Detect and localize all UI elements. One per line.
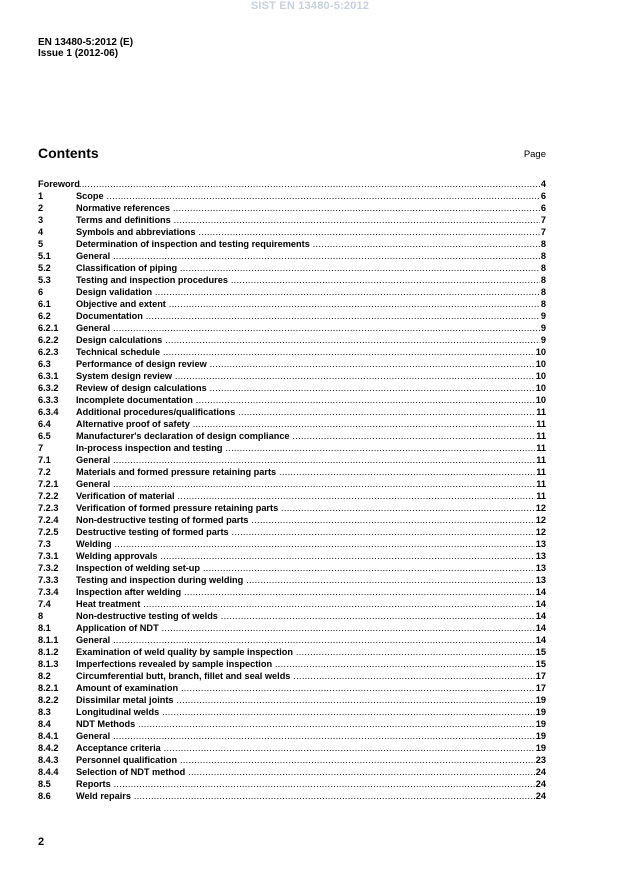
toc-entry-title: In-process inspection and testing ..... bbox=[76, 443, 535, 454]
toc-entry-page: 7 bbox=[540, 227, 546, 237]
toc-entry-page: 19 bbox=[535, 731, 546, 741]
toc-entry[interactable] bbox=[38, 730, 546, 742]
toc-entry[interactable] bbox=[38, 406, 546, 418]
toc-entry-page: 8 bbox=[540, 299, 546, 309]
toc-entry-page: 15 bbox=[535, 647, 546, 657]
toc-entry-number: 7.2.3 bbox=[38, 503, 59, 513]
toc-entry[interactable] bbox=[38, 658, 546, 670]
toc-entry-page: 7 bbox=[540, 215, 546, 225]
toc-entry-number: 6.2.2 bbox=[38, 335, 59, 345]
toc-entry-number: 7.2.1 bbox=[38, 479, 59, 489]
toc-entry-number: 7.2 bbox=[38, 467, 51, 477]
toc-entry[interactable] bbox=[38, 562, 546, 574]
toc-entry-number: 8.1 bbox=[38, 623, 51, 633]
toc-entry[interactable] bbox=[38, 310, 546, 322]
toc-entry-number: 6.2.1 bbox=[38, 323, 59, 333]
toc-entry[interactable] bbox=[38, 442, 546, 454]
toc-entry-page: 8 bbox=[540, 263, 546, 273]
toc-entry-number: 2 bbox=[38, 203, 44, 213]
toc-entry-page: 9 bbox=[540, 323, 546, 333]
toc-entry-page: 11 bbox=[536, 467, 546, 477]
toc-entry-title: Dissimilar metal joints ..... bbox=[76, 695, 535, 706]
toc-entry-title: Testing and inspection procedures ..... bbox=[76, 275, 540, 286]
toc-entry-page: 17 bbox=[535, 671, 546, 681]
toc-entry[interactable] bbox=[38, 358, 546, 370]
toc-entry-number: 6.3.2 bbox=[38, 383, 59, 393]
toc-entry-number: 6.2 bbox=[38, 311, 51, 321]
toc-entry-number: 6.3.4 bbox=[38, 407, 59, 417]
toc-entry-number: 7.3.3 bbox=[38, 575, 59, 585]
toc-entry-number: 7.1 bbox=[38, 455, 51, 465]
toc-entry-number: 7.3.1 bbox=[38, 551, 59, 561]
toc-entry-page: 10 bbox=[535, 395, 546, 405]
toc-entry[interactable] bbox=[38, 466, 546, 478]
issue-label: Issue 1 (2012-06) bbox=[38, 48, 119, 59]
toc-entry[interactable] bbox=[38, 346, 546, 358]
toc-entry[interactable] bbox=[38, 478, 546, 490]
toc-entry-page: 13 bbox=[535, 539, 546, 549]
toc-entry-number: 7.2.2 bbox=[38, 491, 59, 501]
toc-entry-title: Personnel qualification ..... bbox=[76, 755, 535, 766]
toc-entry-title: Examination of weld quality by sample inspection ..... bbox=[76, 647, 535, 658]
toc-entry-number: 8.1.2 bbox=[38, 647, 59, 657]
toc-entry[interactable] bbox=[38, 382, 546, 394]
toc-entry-title: System design review ..... bbox=[76, 371, 535, 382]
toc-entry-number: 8.5 bbox=[38, 779, 51, 789]
toc-entry-page: 11 bbox=[536, 407, 546, 417]
toc-entry-title: Amount of examination ..... bbox=[76, 683, 535, 694]
toc-entry-page: 8 bbox=[540, 239, 546, 249]
toc-entry-page: 9 bbox=[540, 311, 546, 321]
toc-entry-title: Weld repairs ..... bbox=[76, 791, 535, 802]
toc-entry-page: 11 bbox=[536, 455, 546, 465]
toc-entry-title: Design validation ..... bbox=[76, 287, 540, 298]
contents-heading: Contents bbox=[38, 145, 99, 161]
toc-entry-page: 8 bbox=[540, 275, 546, 285]
toc-entry-title: Inspection of welding set-up ..... bbox=[76, 563, 535, 574]
toc-entry-page: 12 bbox=[535, 503, 546, 513]
toc-entry-page: 14 bbox=[535, 611, 546, 621]
toc-entry-page: 11 bbox=[536, 431, 546, 441]
toc-entry-number: 8.2 bbox=[38, 671, 51, 681]
toc-entry-number: 4 bbox=[38, 227, 44, 237]
toc-entry[interactable] bbox=[38, 202, 546, 214]
toc-entry-number: 7.3.2 bbox=[38, 563, 59, 573]
toc-entry[interactable] bbox=[38, 502, 546, 514]
toc-entry-page: 19 bbox=[535, 719, 546, 729]
toc-entry-page: 13 bbox=[535, 563, 546, 573]
toc-entry[interactable] bbox=[38, 694, 546, 706]
toc-entry[interactable] bbox=[38, 430, 546, 442]
toc-entry[interactable] bbox=[38, 670, 546, 682]
toc-entry[interactable] bbox=[38, 238, 546, 250]
watermark: SIST EN 13480-5:2012 bbox=[250, 0, 370, 12]
toc-entry-title: General ..... bbox=[76, 455, 535, 466]
toc-entry-title: Imperfections revealed by sample inspection ..... bbox=[76, 659, 535, 670]
toc-entry-title: NDT Methods ..... bbox=[76, 719, 535, 730]
toc-entry-number: 6.3.3 bbox=[38, 395, 59, 405]
toc-entry[interactable] bbox=[38, 178, 546, 190]
table-of-contents bbox=[38, 178, 546, 802]
toc-entry[interactable] bbox=[38, 454, 546, 466]
toc-entry-number: 8.2.1 bbox=[38, 683, 59, 693]
toc-entry-title: Heat treatment ..... bbox=[76, 599, 535, 610]
toc-entry-title: General ..... bbox=[76, 479, 535, 490]
toc-entry-page: 14 bbox=[535, 599, 546, 609]
toc-entry-number: 6 bbox=[38, 287, 44, 297]
toc-entry-title bbox=[76, 179, 540, 190]
toc-entry[interactable] bbox=[38, 322, 546, 334]
toc-entry-title: Documentation ..... bbox=[76, 311, 540, 322]
toc-entry-title: Circumferential butt, branch, fillet and seal welds ..... bbox=[76, 671, 535, 682]
toc-entry-page: 11 bbox=[536, 419, 546, 429]
toc-entry[interactable] bbox=[38, 646, 546, 658]
toc-entry-title: Testing and inspection during welding ..... bbox=[76, 575, 535, 586]
toc-entry-page: 10 bbox=[535, 347, 546, 357]
page-column-label: Page bbox=[523, 149, 546, 160]
toc-entry-title: Verification of formed pressure retaining parts ..... bbox=[76, 503, 535, 514]
toc-entry-title: Welding ..... bbox=[76, 539, 535, 550]
toc-entry-page: 24 bbox=[535, 779, 546, 789]
toc-entry[interactable] bbox=[38, 622, 546, 634]
toc-entry-title: Technical schedule ..... bbox=[76, 347, 535, 358]
toc-entry[interactable] bbox=[38, 298, 546, 310]
toc-entry-number: 8.4 bbox=[38, 719, 51, 729]
toc-entry-number: 7.2.4 bbox=[38, 515, 59, 525]
toc-entry-page: 10 bbox=[535, 371, 546, 381]
toc-entry[interactable] bbox=[38, 286, 546, 298]
toc-entry-number: 5.1 bbox=[38, 251, 51, 261]
toc-entry-title: Manufacturer's declaration of design compliance ..... bbox=[76, 431, 535, 442]
toc-entry-page: 13 bbox=[535, 575, 546, 585]
toc-entry[interactable] bbox=[38, 526, 546, 538]
toc-entry-title: Verification of material ..... bbox=[76, 491, 535, 502]
toc-entry-page: 10 bbox=[535, 359, 546, 369]
toc-entry[interactable] bbox=[38, 634, 546, 646]
toc-entry-title: Acceptance criteria ..... bbox=[76, 743, 535, 754]
toc-entry-page: 11 bbox=[536, 479, 546, 489]
toc-entry-page: 6 bbox=[540, 203, 546, 213]
toc-entry-number: 5.2 bbox=[38, 263, 51, 273]
toc-entry-title: Symbols and abbreviations ..... bbox=[76, 227, 540, 238]
toc-entry[interactable] bbox=[38, 598, 546, 610]
toc-entry-page: 11 bbox=[536, 443, 546, 453]
toc-entry-title: Destructive testing of formed parts ..... bbox=[76, 527, 535, 538]
toc-entry-page: 10 bbox=[535, 383, 546, 393]
toc-entry-title: Reports ..... bbox=[76, 779, 535, 790]
toc-entry-page: 8 bbox=[540, 251, 546, 261]
toc-entry-page: 4 bbox=[540, 179, 546, 189]
toc-entry-number: 6.2.3 bbox=[38, 347, 59, 357]
toc-entry-page: 11 bbox=[536, 491, 546, 501]
toc-entry-number: 8.2.2 bbox=[38, 695, 59, 705]
toc-entry-title: Application of NDT ..... bbox=[76, 623, 535, 634]
toc-entry[interactable] bbox=[38, 262, 546, 274]
toc-entry[interactable] bbox=[38, 586, 546, 598]
toc-entry-page: 14 bbox=[535, 623, 546, 633]
toc-entry-title: General ..... bbox=[76, 251, 540, 262]
toc-entry-page: 12 bbox=[535, 527, 546, 537]
toc-entry-title: Terms and definitions ..... bbox=[76, 215, 540, 226]
toc-entry-page: 24 bbox=[535, 767, 546, 777]
toc-entry-page: 14 bbox=[535, 587, 546, 597]
toc-entry-title: General ..... bbox=[76, 323, 540, 334]
toc-entry-title: Non-destructive testing of formed parts ..... bbox=[76, 515, 535, 526]
toc-entry-title: Normative references ..... bbox=[76, 203, 540, 214]
toc-entry-title: Review of design calculations ..... bbox=[76, 383, 535, 394]
toc-entry[interactable] bbox=[38, 514, 546, 526]
toc-entry[interactable] bbox=[38, 754, 546, 766]
toc-entry-title: Determination of inspection and testing requirements ..... bbox=[76, 239, 540, 250]
toc-entry-number: 6.1 bbox=[38, 299, 51, 309]
toc-entry[interactable] bbox=[38, 214, 546, 226]
toc-entry-page: 15 bbox=[535, 659, 546, 669]
toc-entry[interactable] bbox=[38, 574, 546, 586]
standard-number: EN 13480-5:2012 (E) bbox=[38, 37, 134, 48]
toc-entry[interactable] bbox=[38, 334, 546, 346]
toc-entry-number: 7.3 bbox=[38, 539, 51, 549]
toc-entry-number: 5 bbox=[38, 239, 44, 249]
toc-entry-title: Longitudinal welds ..... bbox=[76, 707, 535, 718]
toc-entry-number: 8.6 bbox=[38, 791, 51, 801]
toc-entry[interactable] bbox=[38, 550, 546, 562]
toc-entry[interactable] bbox=[38, 274, 546, 286]
toc-entry[interactable] bbox=[38, 394, 546, 406]
toc-entry[interactable] bbox=[38, 370, 546, 382]
toc-entry[interactable] bbox=[38, 490, 546, 502]
toc-entry-title: General ..... bbox=[76, 731, 535, 742]
toc-entry-number: 6.4 bbox=[38, 419, 51, 429]
toc-entry[interactable] bbox=[38, 742, 546, 754]
toc-entry-number: 8.1.1 bbox=[38, 635, 59, 645]
toc-entry-title: Incomplete documentation ..... bbox=[76, 395, 535, 406]
toc-entry-number: 8.4.2 bbox=[38, 743, 59, 753]
toc-entry-title: Welding approvals ..... bbox=[76, 551, 535, 562]
document-identifier bbox=[38, 37, 133, 59]
toc-entry-number: 8.1.3 bbox=[38, 659, 59, 669]
toc-entry-number: 8.4.4 bbox=[38, 767, 59, 777]
toc-entry-page: 14 bbox=[535, 635, 546, 645]
toc-entry-number: 7.4 bbox=[38, 599, 51, 609]
toc-entry[interactable] bbox=[38, 538, 546, 550]
toc-entry-page: 12 bbox=[535, 515, 546, 525]
toc-entry-page: 19 bbox=[535, 695, 546, 705]
toc-entry[interactable] bbox=[38, 250, 546, 262]
toc-entry-title: Objective and extent ..... bbox=[76, 299, 540, 310]
toc-entry-title: Scope ..... bbox=[76, 191, 540, 202]
toc-entry-number: 7.3.4 bbox=[38, 587, 59, 597]
toc-entry-number: 7 bbox=[38, 443, 44, 453]
toc-entry-number: 6.5 bbox=[38, 431, 51, 441]
toc-entry-title: General ..... bbox=[76, 635, 535, 646]
toc-entry-number: 8.4.1 bbox=[38, 731, 59, 741]
toc-entry-title: Additional procedures/qualifications ..... bbox=[76, 407, 535, 418]
toc-entry[interactable] bbox=[38, 766, 546, 778]
toc-entry-number: 6.3 bbox=[38, 359, 51, 369]
toc-entry[interactable] bbox=[38, 190, 546, 202]
toc-entry-title: Performance of design review ..... bbox=[76, 359, 535, 370]
toc-entry-number: 6.3.1 bbox=[38, 371, 59, 381]
toc-entry-title: Design calculations ..... bbox=[76, 335, 540, 346]
toc-entry-number: 8.4.3 bbox=[38, 755, 59, 765]
toc-entry[interactable] bbox=[38, 682, 546, 694]
toc-entry-title: Materials and formed pressure retaining parts ..... bbox=[76, 467, 535, 478]
toc-entry[interactable] bbox=[38, 226, 546, 238]
toc-entry-page: 19 bbox=[535, 743, 546, 753]
toc-entry-number: 5.3 bbox=[38, 275, 51, 285]
toc-entry-number: 3 bbox=[38, 215, 44, 225]
toc-entry-page: 19 bbox=[535, 707, 546, 717]
toc-entry[interactable] bbox=[38, 790, 546, 802]
toc-entry[interactable] bbox=[38, 418, 546, 430]
toc-entry[interactable] bbox=[38, 718, 546, 730]
toc-entry-page: 9 bbox=[540, 335, 546, 345]
toc-entry[interactable] bbox=[38, 610, 546, 622]
toc-entry-page: 23 bbox=[535, 755, 546, 765]
toc-entry-page: 17 bbox=[535, 683, 546, 693]
toc-entry-number: 8 bbox=[38, 611, 44, 621]
toc-entry-page: 13 bbox=[535, 551, 546, 561]
toc-entry-number: 7.2.5 bbox=[38, 527, 59, 537]
toc-entry-title: Inspection after welding ..... bbox=[76, 587, 535, 598]
toc-entry-page: 6 bbox=[540, 191, 546, 201]
toc-entry-title: Non-destructive testing of welds ..... bbox=[76, 611, 535, 622]
toc-entry[interactable] bbox=[38, 706, 546, 718]
toc-entry[interactable] bbox=[38, 778, 546, 790]
toc-entry-page: 8 bbox=[540, 287, 546, 297]
toc-entry-title: Alternative proof of safety ..... bbox=[76, 419, 535, 430]
toc-entry-number: 8.3 bbox=[38, 707, 51, 717]
toc-entry-number: Foreword bbox=[38, 179, 80, 189]
toc-entry-number: 1 bbox=[38, 191, 44, 201]
toc-entry-title: Classification of piping ..... bbox=[76, 263, 540, 274]
toc-entry-title: Selection of NDT method ..... bbox=[76, 767, 535, 778]
page-number: 2 bbox=[38, 836, 45, 848]
toc-entry-page: 24 bbox=[535, 791, 546, 801]
